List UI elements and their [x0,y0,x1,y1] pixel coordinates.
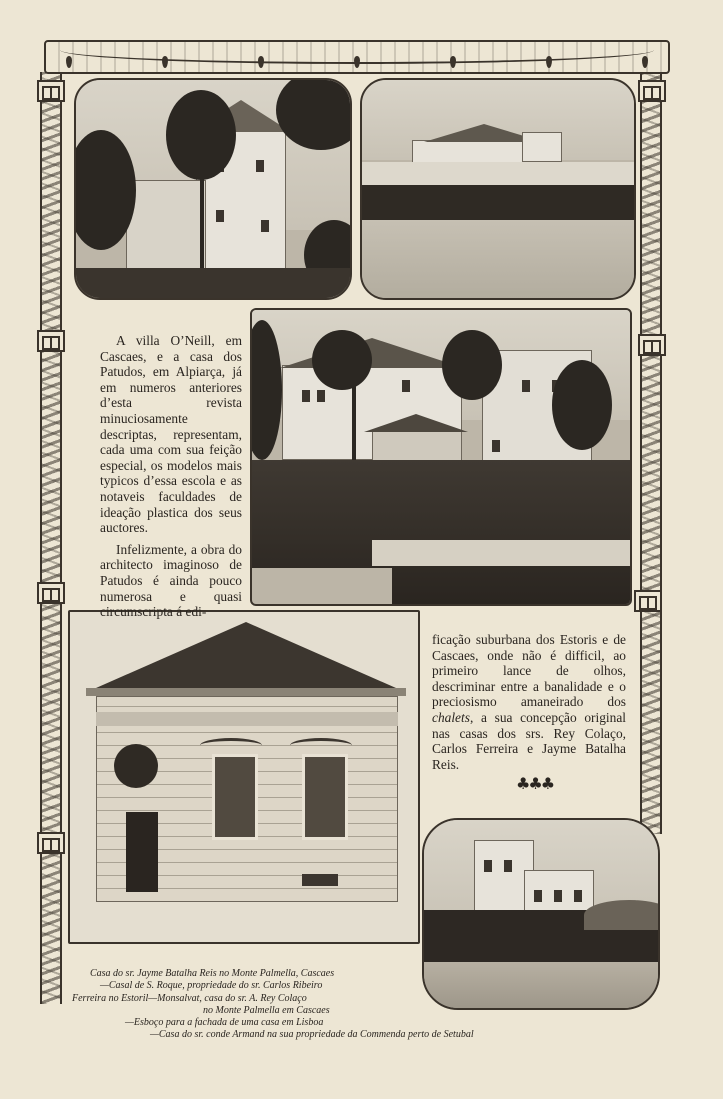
caption-line: Casa do sr. Jayme Batalha Reis no Monte Palmella, Cascaes [90,968,335,979]
photo-jayme-batalha-reis-house [74,78,352,300]
paragraph: Infelizmente, a obra do architecto imaginoso de Patudos é ainda pouco numerosa e quasi circumscripta á edi- [100,541,242,620]
border-knot-ornament [37,582,65,604]
ornamental-left-border [40,72,62,1004]
sketch-facade-lisbon-house [68,610,420,944]
border-knot-ornament [37,330,65,352]
caption-line: —Casal de S. Roque, propriedade do sr. Carlos Ribeiro [100,980,323,992]
ornamental-right-border [640,72,662,834]
border-knot-ornament [638,334,666,356]
article-text-column-2 [432,632,626,772]
emphasis-word: chalets [432,709,470,725]
border-knot-ornament [638,80,666,102]
article-text-column-1 [100,333,242,626]
caption-line: —Esboço para a fachada de uma casa em Lisboa [125,1017,324,1029]
border-knot-ornament [37,832,65,854]
photo-caption [70,968,530,1042]
border-knot-ornament [634,590,662,612]
ornamental-top-border [44,40,670,74]
paragraph: A villa O’Neill, em Cascaes, e a casa dos Patudos, em Alpiarça, já em numeros anteriores d’esta revista minuciosamente descriptas, representam, cada uma com sua feição especial, os modelos mais typicos d’essa escola e as notaveis faculdades de ideação plastica dos seus auctores. [100,333,242,536]
photo-monsalvat-rey-colaco [250,308,632,606]
border-knot-ornament [37,80,65,102]
caption-line: no Monte Palmella em Cascaes [203,1004,330,1016]
tassel-row [66,56,648,72]
fleuron-ornament: ♣♣♣ [516,774,554,793]
caption-line: —Casa do sr. conde Armand na sua propriedade da Commenda perto de Setubal [150,1029,474,1041]
paragraph-part: , a sua concepção original nas casas dos srs. Rey Colaço, Carlos Ferreira e Jayme Batalha Reis. [432,709,626,772]
photo-casal-de-s-roque [360,78,636,300]
paragraph-part: ficação suburbana dos Estoris e de Cascaes, onde não é difficil, ao primeiro lance de olhos, descriminar entre a banalidade e o preciosismo amaneirado dos [432,632,626,710]
caption-line: Ferreira no Estoril—Monsalvat, casa do sr. A. Rey Colaço [72,992,307,1004]
